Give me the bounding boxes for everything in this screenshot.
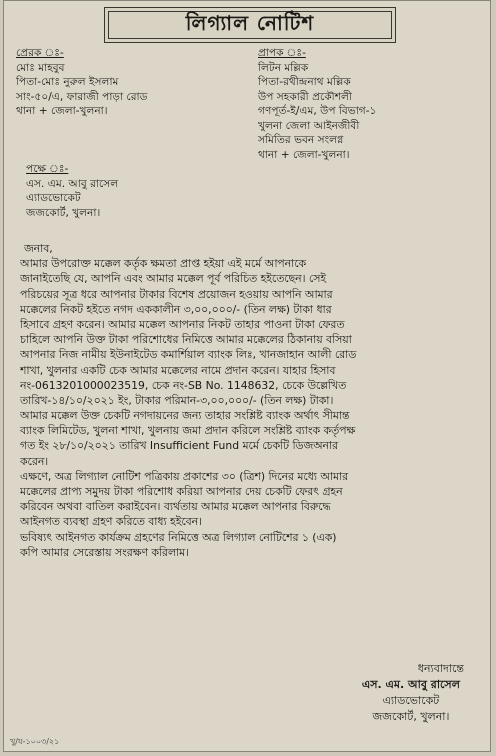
body-line: গত ইং ২৮/১০/২০২১ তারিখ Insufficient Fund মর্মে চেকটি ডিজঅনার	[20, 439, 339, 453]
notice-title: লিগ্যাল নোটিশ	[108, 11, 392, 39]
notice-paper	[3, 0, 491, 752]
body-line: নং-0613201000023519, চেক নং-SB No. 1148632, চেকে উল্লেখিত	[20, 378, 347, 392]
sender-label: প্রেরক ঃ-	[16, 47, 64, 59]
body-line: করেন।	[20, 454, 49, 468]
on-behalf-label: পক্ষে ঃ-	[26, 163, 69, 175]
signature-block	[358, 661, 464, 725]
recipient-line: লিটন মল্লিক	[258, 61, 309, 74]
on-behalf-block	[26, 162, 118, 220]
body-line: আইনগত ব্যবস্থা গ্রহণ করিতে বাধ্য হইবেন।	[20, 515, 202, 529]
title-box	[104, 7, 396, 43]
recipient-block	[258, 46, 376, 162]
recipient-line: থানা + জেলা-খুলনা।	[258, 148, 350, 161]
sender-line: মোঃ মাহবুব	[16, 61, 65, 74]
recipient-label: প্রাপক ঃ-	[258, 47, 306, 59]
body-line: মক্কেলের নিকট হইতে নগদ এককালীন ৩,০০,০০০/- (তিন লক্ষ) টাকা ধার	[20, 302, 332, 316]
signature-name: এস. এম. আবু রাসেল	[361, 678, 460, 691]
signature-title: এ্যাডভোকেট	[382, 694, 440, 707]
signature-closing: ধন্যবাদান্তে	[417, 662, 464, 675]
body-line: আমার মক্কেল উক্ত চেকটি নগদায়নের জন্য তাহার সংশ্লিষ্ট ব্যাংক অর্থাৎ সীমান্ত	[20, 409, 350, 423]
sender-line: পিতা-মোঃ নুরুল ইসলাম	[16, 76, 119, 88]
body-line: আমার উপরোক্ত মক্কেল কর্তৃক ক্ষমতা প্রাপ্ত হইয়া এই মর্মে আপনাকে	[20, 257, 307, 271]
body-line: পরিচয়ের সূত্র ধরে আপনার টাকার বিশেষ প্রয়োজন হওয়ায় আপনি আমার	[20, 287, 333, 301]
on-behalf-line: এস. এম. আবু রাসেল	[26, 177, 119, 190]
publication-code: খু/য-১০০৩/২১	[10, 737, 60, 746]
body-line: শাখা, খুলনার একটি চেক আমার মক্কেলের নামে প্রদান করেন। যাহার হিসাব	[20, 363, 336, 377]
recipient-line: সমিতির ভবন সংলগ্ন	[258, 134, 344, 146]
recipient-line: গণপূর্ত-ই/এম, উপ বিভাগ-১	[258, 105, 377, 117]
on-behalf-line: এ্যাডভোকেট	[26, 192, 81, 204]
body-line: জানাইতেছি যে, আপনি এবং আমার মক্কেল পূর্ব পরিচিত হইতেছেন। সেই	[20, 272, 327, 286]
recipient-line: পিতা-রথীন্দ্রনাথ মল্লিক	[258, 76, 351, 88]
notice-body	[20, 241, 480, 560]
salutation: জনাব,	[24, 242, 53, 255]
body-line: চাহিলে আপনি উক্ত টাকা পরিশোধের নিমিত্তে আমার মক্কেলের ঠিকানায় বসিয়া	[20, 333, 352, 347]
sender-line: থানা + জেলা-খুলনা।	[16, 105, 108, 117]
body-line: এক্ষণে, অত্র লিগ্যাল নোটিশ পত্রিকায় প্রকাশের ৩০ (ত্রিশ) দিনের মধ্যে আমার	[20, 469, 349, 483]
on-behalf-line: জজকোর্ট, খুলনা।	[26, 206, 101, 219]
body-line: মক্কেলের প্রাপ্য সমুদয় টাকা পরিশোধ করিয়া আপনার দেয় চেকটি ফেরৎ গ্রহন	[20, 485, 343, 498]
body-line: তারিখ-১৪/১০/২০২১ ইং, টাকার পরিমান-৩,০০,০০০/- (তিন লক্ষ) টাকা।	[20, 393, 334, 407]
sender-block	[16, 46, 147, 119]
body-line: আপনার নিজ নামীয় ইউনাইটেড কমার্শিয়াল ব্যাংক লিঃ, খানজাহান আলী রোড	[20, 348, 357, 362]
body-line: ব্যাংক লিমিটেড, খুলনা শাখা, খুলনায় জমা প্রদান করিলে সংশ্লিষ্ট ব্যাংক কর্তৃপক্ষ	[20, 424, 356, 438]
body-line: করিবেন অথবা বাতিল করাইবেন। ব্যর্থতায় আমার মক্কেল আপনার বিরুদ্ধে	[20, 500, 331, 514]
recipient-line: খুলনা জেলা আইনজীবী	[258, 119, 360, 132]
sender-line: সাং-৫০/এ, ফারাজী পাড়া রোড	[16, 90, 148, 103]
signature-court: জজকোর্ট, খুলনা।	[372, 710, 450, 723]
body-line: হিসাবে গ্রহণ করেন। আমার মক্কেল আপনার নিকট তাহার পাওনা টাকা ফেরত	[20, 317, 345, 331]
body-line: কপি আমার সেরেস্তায় সংরক্ষণ করিলাম।	[20, 545, 190, 559]
recipient-line: উপ সহকারী প্রকৌশলী	[258, 90, 352, 103]
body-line: ভবিষ্যৎ আইনগত কার্যক্রম গ্রহণের নিমিত্তে অত্র লিগ্যাল নোটিশের ১ (এক)	[20, 530, 337, 544]
